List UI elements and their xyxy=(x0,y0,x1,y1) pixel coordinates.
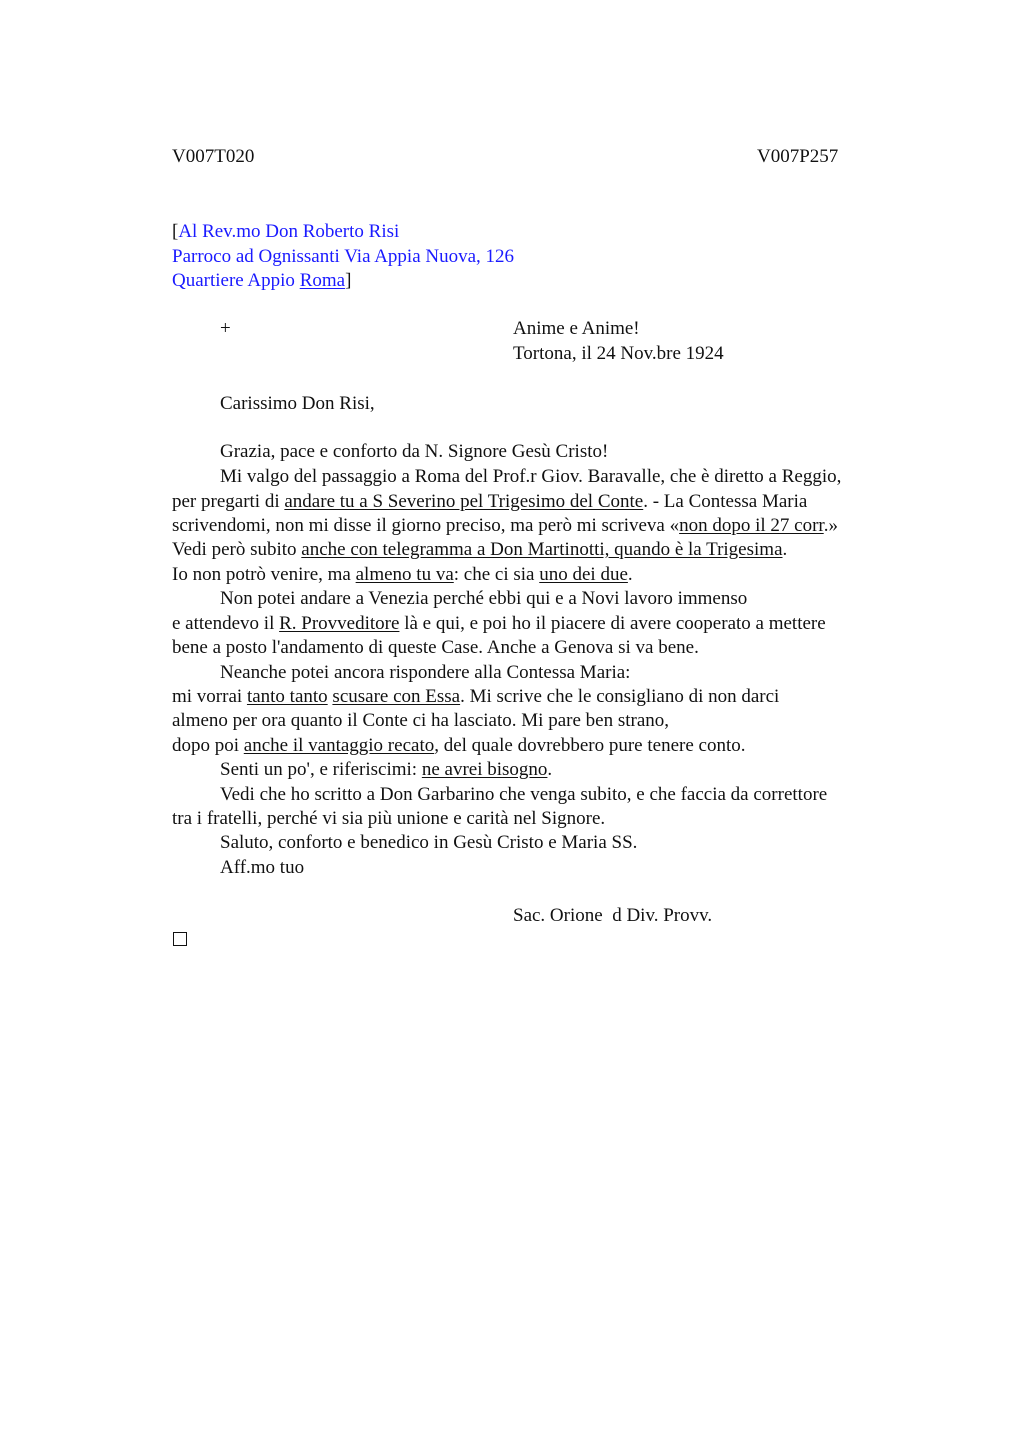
underlined-phrase: anche con telegramma a Don Martinotti, quando è la Trigesima xyxy=(301,539,783,560)
end-marker-box xyxy=(173,932,187,946)
underlined-phrase: non dopo il 27 corr xyxy=(679,515,824,536)
body-line: Mi valgo del passaggio a Roma del Prof.r Giov. Baravalle, che è diretto a Reggio, xyxy=(220,466,842,487)
body-line: Neanche potei ancora rispondere alla Contessa Maria: xyxy=(220,662,631,683)
body-line: tra i fratelli, perché vi sia più unione e carità nel Signore. xyxy=(172,808,606,829)
body-line: Vedi però subito anche con telegramma a Don Martinotti, quando è la Trigesima. xyxy=(172,539,788,560)
underlined-phrase: uno dei due xyxy=(539,564,628,585)
underlined-phrase: tanto tanto xyxy=(246,686,328,707)
body-line: Non potei andare a Venezia perché ebbi qui e a Novi lavoro immenso xyxy=(220,588,748,609)
body-line: Vedi che ho scritto a Don Garbarino che venga subito, e che faccia da correttore xyxy=(220,784,828,805)
underlined-phrase: almeno tu va xyxy=(355,564,454,585)
motto: Anime e Anime! xyxy=(513,318,640,339)
document-code-right: V007P257 xyxy=(757,146,839,167)
address-city: Roma xyxy=(299,270,346,291)
body-line: dopo poi anche il vantaggio recato, del quale dovrebbero pure tenere conto. xyxy=(172,735,746,756)
address-bracket-close: ] xyxy=(345,270,352,291)
address-quarter: Quartiere Appio xyxy=(172,270,300,291)
place-date: Tortona, il 24 Nov.bre 1924 xyxy=(513,343,724,364)
body-line: per pregarti di andare tu a S Severino pel Trigesimo del Conte. - La Contessa Maria xyxy=(172,491,808,512)
address-line-1 xyxy=(172,220,399,244)
underlined-phrase: ne avrei bisogno xyxy=(421,759,548,780)
signature: Sac. Orione d Div. Provv. xyxy=(513,905,713,926)
body-line: Senti un po', e riferiscimi: ne avrei bisogno. xyxy=(220,759,553,780)
body-line: e attendevo il R. Provveditore là e qui, e poi ho il piacere di avere cooperato a mettere xyxy=(172,613,826,634)
document-code-left: V007T020 xyxy=(172,146,255,167)
body-line: bene a posto l'andamento di queste Case. Anche a Genova si va bene. xyxy=(172,637,699,658)
body-line: mi vorrai tanto tanto scusare con Essa. Mi scrive che le consigliano di non darci xyxy=(172,686,780,707)
underlined-phrase: R. Provveditore xyxy=(279,613,400,634)
underlined-phrase: scusare con Essa xyxy=(332,686,461,707)
address-line-3 xyxy=(172,269,351,293)
address-bracket-open: [ xyxy=(172,221,179,242)
address-recipient: Al Rev.mo Don Roberto Risi xyxy=(178,221,400,242)
salutation: Carissimo Don Risi, xyxy=(220,393,375,414)
body-line: Io non potrò venire, ma almeno tu va: che ci sia uno dei due. xyxy=(172,564,633,585)
body-line: Saluto, conforto e benedico in Gesù Cristo e Maria SS. xyxy=(220,832,638,853)
closing: Aff.mo tuo xyxy=(220,857,305,878)
body-line: almeno per ora quanto il Conte ci ha lasciato. Mi pare ben strano, xyxy=(172,710,670,731)
body-line: Grazia, pace e conforto da N. Signore Gesù Cristo! xyxy=(220,441,609,462)
address-line-2: Parroco ad Ognissanti Via Appia Nuova, 126 xyxy=(172,246,515,267)
underlined-phrase: anche il vantaggio recato xyxy=(243,735,435,756)
underlined-phrase: andare tu a S Severino pel Trigesimo del Conte xyxy=(284,491,644,512)
body-line: scrivendomi, non mi disse il giorno preciso, ma però mi scriveva «non dopo il 27 corr.» xyxy=(172,515,838,536)
cross-symbol: + xyxy=(220,318,231,339)
